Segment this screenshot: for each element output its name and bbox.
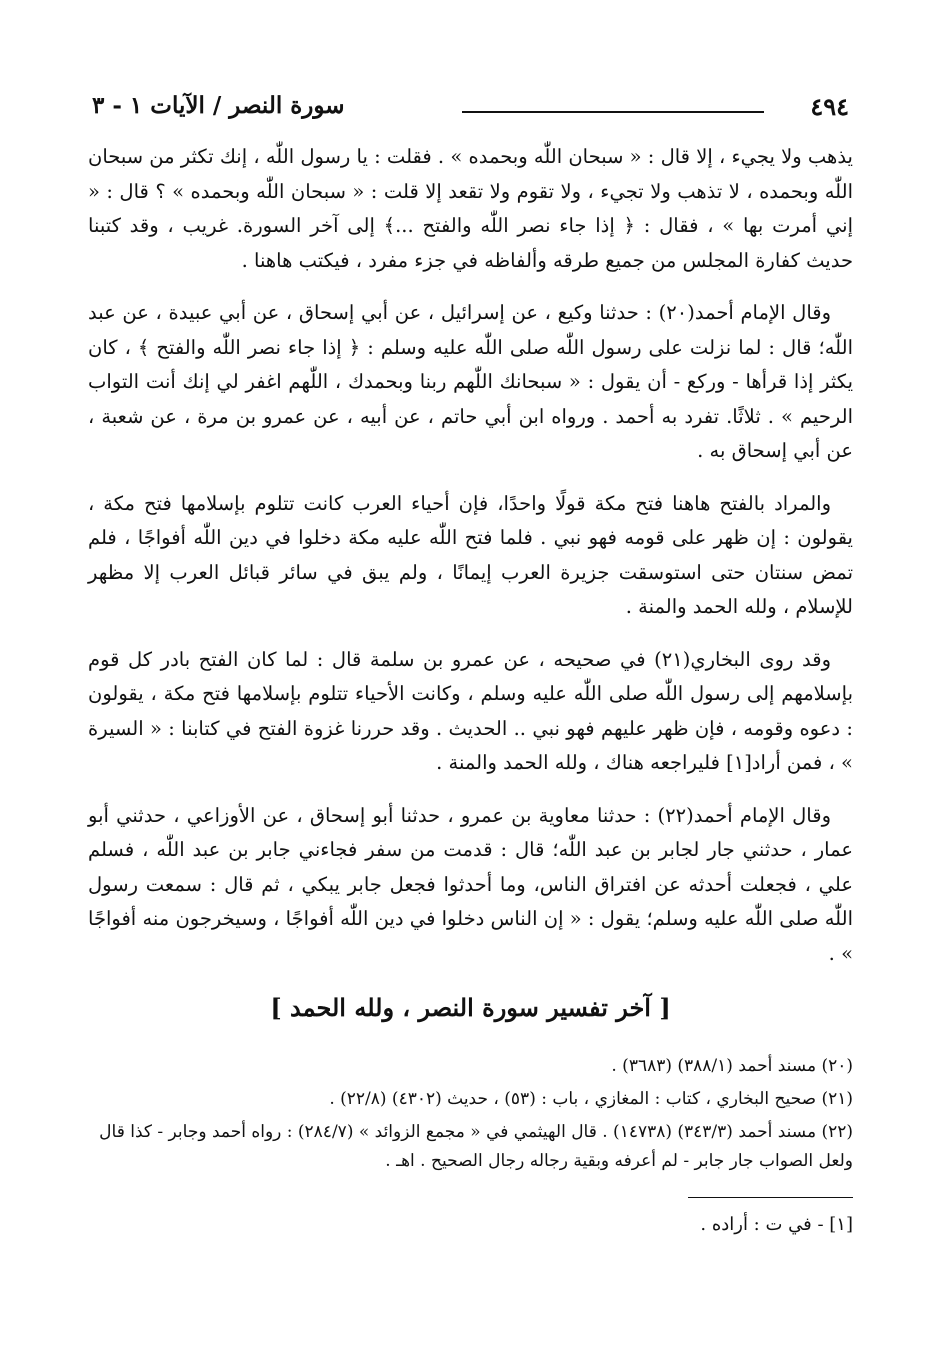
body-text bbox=[88, 140, 853, 989]
footnote: (٢١) صحيح البخاري ، كتاب : المغازي ، باب : (٥٣) ، حديث (٤٣٠٢) (٢٢/٨) . bbox=[329, 1089, 853, 1109]
section-end-heading: [ آخر تفسير سورة النصر ، ولله الحمد ] bbox=[270, 993, 671, 1022]
footnote: (٢٠) مسند أحمد (٣٨٨/١) (٣٦٨٣) . bbox=[611, 1056, 853, 1076]
running-title: سورة النصر / الآيات ١ - ٣ bbox=[92, 92, 345, 119]
paragraph: وقال الإمام أحمد(٢٢) : حدثنا معاوية بن عمرو ، حدثنا أبو إسحاق ، عن الأوزاعي ، حدثني أبو عمار ، حدثني جار لجابر بن عبد اللّٰه؛ قال : قدمت من سفر فجاءني جابر بن عبد اللّٰه ، فسلم علي ، فجعلت أحدثه عن افتراق الناس، وما أحدثوا فجعل جابر يبكي ، ثم قال : سمعت رسول اللّٰه صلى اللّٰه عليه وسلم؛ يقول : « إن الناس دخلوا في دين اللّٰه أفواجًا ، وسيخرجون منه أفواجًا » . bbox=[88, 803, 853, 965]
paragraph: وقد روى البخاري(٢١) في صحيحه ، عن عمرو بن سلمة قال : لما كان الفتح بادر كل قوم بإسلامهم إلى رسول اللّٰه صلى اللّٰه عليه وسلم ، وكانت الأحياء تتلوم بإسلامها فتح مكة ، يقولون : دعوه وقومه ، فإن ظهر عليهم فهو نبي .. الحديث . وقد حررنا غزوة الفتح في كتابنا : « السيرة » ، فمن أراد[١] فليراجعه هناك ، ولله الحمد والمنة . bbox=[88, 647, 853, 774]
page-number: ٤٩٤ bbox=[810, 92, 849, 121]
editor-note: [١] - في ت : أراده . bbox=[700, 1214, 853, 1235]
paragraph: وقال الإمام أحمد(٢٠) : حدثنا وكيع ، عن إسرائيل ، عن أبي إسحاق ، عن أبي عبيدة ، عن عبد اللّٰه؛ قال : لما نزلت على رسول اللّٰه صلى اللّٰه عليه وسلم : ﴿ إذا جاء نصر اللّٰه والفتح ﴾ ، كان يكثر إذا قرأها - وركع - أن يقول : « سبحانك اللّٰهم ربنا وبحمدك ، اللّٰهم اغفر لي إنك أنت التواب الرحيم » . ثلاثًا. تفرد به أحمد . ورواه ابن أبي حاتم ، عن أبيه ، عن عمرو بن مرة ، عن شعبة ، عن أبي إسحاق به . bbox=[88, 301, 853, 462]
paragraph: والمراد بالفتح هاهنا فتح مكة قولًا واحدًا، فإن أحياء العرب كانت تتلوم بإسلامها فتح مكة ، يقولون : إن ظهر على قومه فهو نبي . فلما فتح اللّٰه عليه مكة دخلوا في دين اللّٰه أفواجًا ، فلم تمض سنتان حتى استوسقت جزيرة العرب إيمانًا ، ولم يبق في سائر قبائل العرب إلا مظهر للإسلام ، ولله الحمد والمنة . bbox=[88, 491, 853, 618]
footnote: (٢٢) مسند أحمد (٣٤٣/٣) (١٤٧٣٨) . قال الهيثمي في « مجمع الزوائد » (٢٨٤/٧) : رواه أحمد وجابر - كذا قال ولعل الصواب جار جابر - لم أعرفه وبقية رجاله رجال الصحيح . اهـ . bbox=[99, 1122, 853, 1171]
page-header bbox=[92, 92, 849, 128]
footnote-rule bbox=[688, 1197, 853, 1198]
paragraph: يذهب ولا يجيء ، إلا قال : « سبحان اللّٰه وبحمده » . فقلت : يا رسول اللّٰه ، إنك تكثر من سبحان اللّٰه وبحمده ، لا تذهب ولا تجيء ، ولا تقوم ولا تقعد إلا قلت : « سبحان اللّٰه وبحمده » ؟ قال : « إني أمرت بها » ، فقال : ﴿ إذا جاء نصر اللّٰه والفتح ...﴾ إلى آخر السورة. غريب ، وقد كتبنا حديث كفارة المجلس من جميع طرقه وألفاظه في جزء مفرد ، فيكتب هاهنا . bbox=[88, 145, 853, 272]
header-rule bbox=[462, 111, 764, 113]
footnotes bbox=[88, 1052, 853, 1180]
